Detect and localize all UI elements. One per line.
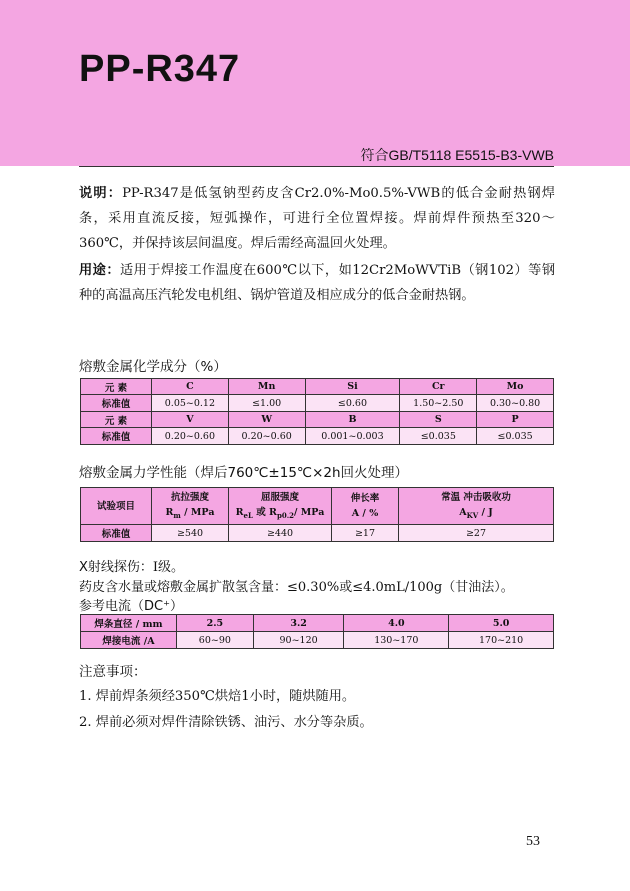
current-heading: 参考电流（DC⁺） [79,599,183,614]
notes-heading: 注意事项： [79,664,147,680]
table-cell: Si [305,379,400,395]
header-divider [79,166,554,167]
table-cell: 标准值 [81,395,152,412]
table-cell: 试验项目 [81,488,152,525]
table-cell: ≥17 [332,525,399,542]
chem-table [80,378,554,445]
current-table [80,614,554,649]
moisture-label: 药皮含水量或熔敷金属扩散氢含量： [79,580,288,595]
table-cell: ≤0.035 [400,428,477,445]
table-cell: 0.20~0.60 [152,428,229,445]
usage-paragraph [79,258,555,308]
xray-line [79,556,184,575]
table-cell: ≤0.035 [477,428,554,445]
table-row [81,488,554,525]
table-cell [152,488,229,525]
table-cell: 90~120 [253,632,344,649]
table-cell: ≤1.00 [228,395,305,412]
table-cell: 焊接电流 /A [81,632,177,649]
table-row [81,379,554,395]
table-cell: 1.50~2.50 [400,395,477,412]
table-cell: 170~210 [449,632,554,649]
page-title: PP-R347 [79,48,241,90]
table-cell: ≤0.60 [305,395,400,412]
table-row [81,428,554,445]
xray-value: Ⅰ级。 [152,560,185,575]
tensile-label: 抗拉强度 [170,491,209,503]
yield-label: 屈服强度 [260,491,299,503]
table-cell [332,488,399,525]
table-row [81,525,554,542]
mech-table [80,487,554,542]
table-cell: Mn [228,379,305,395]
table-cell: 60~90 [177,632,254,649]
table-cell: 元 素 [81,412,152,428]
table-cell: 5.0 [449,615,554,632]
table-cell: Cr [400,379,477,395]
impact-label: 常温 冲击吸收功 [441,491,511,503]
elong-label: 伸长率 [350,493,380,504]
mech-heading: 熔敷金属力学性能（焊后760℃±15℃×2h回火处理） [79,465,409,481]
description-paragraph [79,181,555,256]
table-cell: ≥440 [229,525,332,542]
usage-lead: 用途： [79,263,121,278]
page-number: 53 [526,834,540,849]
moisture-line [79,576,514,595]
yield-unit: $R_{eL}$ 或 $R_{p0.2}/$ MPa [235,506,325,520]
description-lead: 说明： [79,186,123,201]
table-cell: Mo [477,379,554,395]
table-cell: 元 素 [81,379,152,395]
table-cell: S [400,412,477,428]
usage-text: 适用于焊接工作温度在600℃以下，如12Cr2MoWVTiB（钢102）等钢种的高温高压汽轮发电机组、锅炉管道及相应成分的低合金耐热钢。 [79,263,556,303]
table-cell: 0.001~0.003 [305,428,400,445]
elong-unit: A / % [351,508,379,519]
table-cell: W [228,412,305,428]
table-row [81,632,554,649]
table-cell: ≥27 [399,525,554,542]
table-row [81,412,554,428]
table-cell: 4.0 [344,615,449,632]
chem-heading: 熔敷金属化学成分（%） [79,359,227,375]
notes-list [79,684,373,736]
table-cell: V [152,412,229,428]
description-text: PP-R347是低氢钠型药皮含Cr2.0%-Mo0.5%-VWB的低合金耐热钢焊条，采用直流反接，短弧操作，可进行全位置焊接。焊前焊件预热至320～360℃，并保持该层间温度。焊后需经高温回火处理。 [79,186,555,251]
table-cell: B [305,412,400,428]
list-item: 2. 焊前必须对焊件清除铁锈、油污、水分等杂质。 [79,715,373,730]
table-cell: 130~170 [344,632,449,649]
table-cell: 0.05~0.12 [152,395,229,412]
impact-unit: $A_{KV}$ / J [459,506,493,520]
table-cell: C [152,379,229,395]
table-cell: 0.30~0.80 [477,395,554,412]
xray-label: X射线探伤： [79,560,153,575]
table-cell [399,488,554,525]
table-cell: 0.20~0.60 [228,428,305,445]
table-row [81,615,554,632]
table-cell [229,488,332,525]
tensile-unit: $R_m$ / MPa [165,506,215,520]
table-row [81,395,554,412]
table-cell: 焊条直径 / mm [81,615,177,632]
standard-code: 符合GB/T5118 E5515-B3-VWB [360,147,554,163]
table-cell: 2.5 [177,615,254,632]
table-cell: 标准值 [81,525,152,542]
table-cell: P [477,412,554,428]
table-cell: 3.2 [253,615,344,632]
list-item: 1. 焊前焊条须经350℃烘焙1小时，随烘随用。 [79,689,356,704]
table-cell: ≥540 [152,525,229,542]
moisture-value: ≤0.30%或≤4.0mL/100g（甘油法）。 [287,580,514,595]
table-cell: 标准值 [81,428,152,445]
